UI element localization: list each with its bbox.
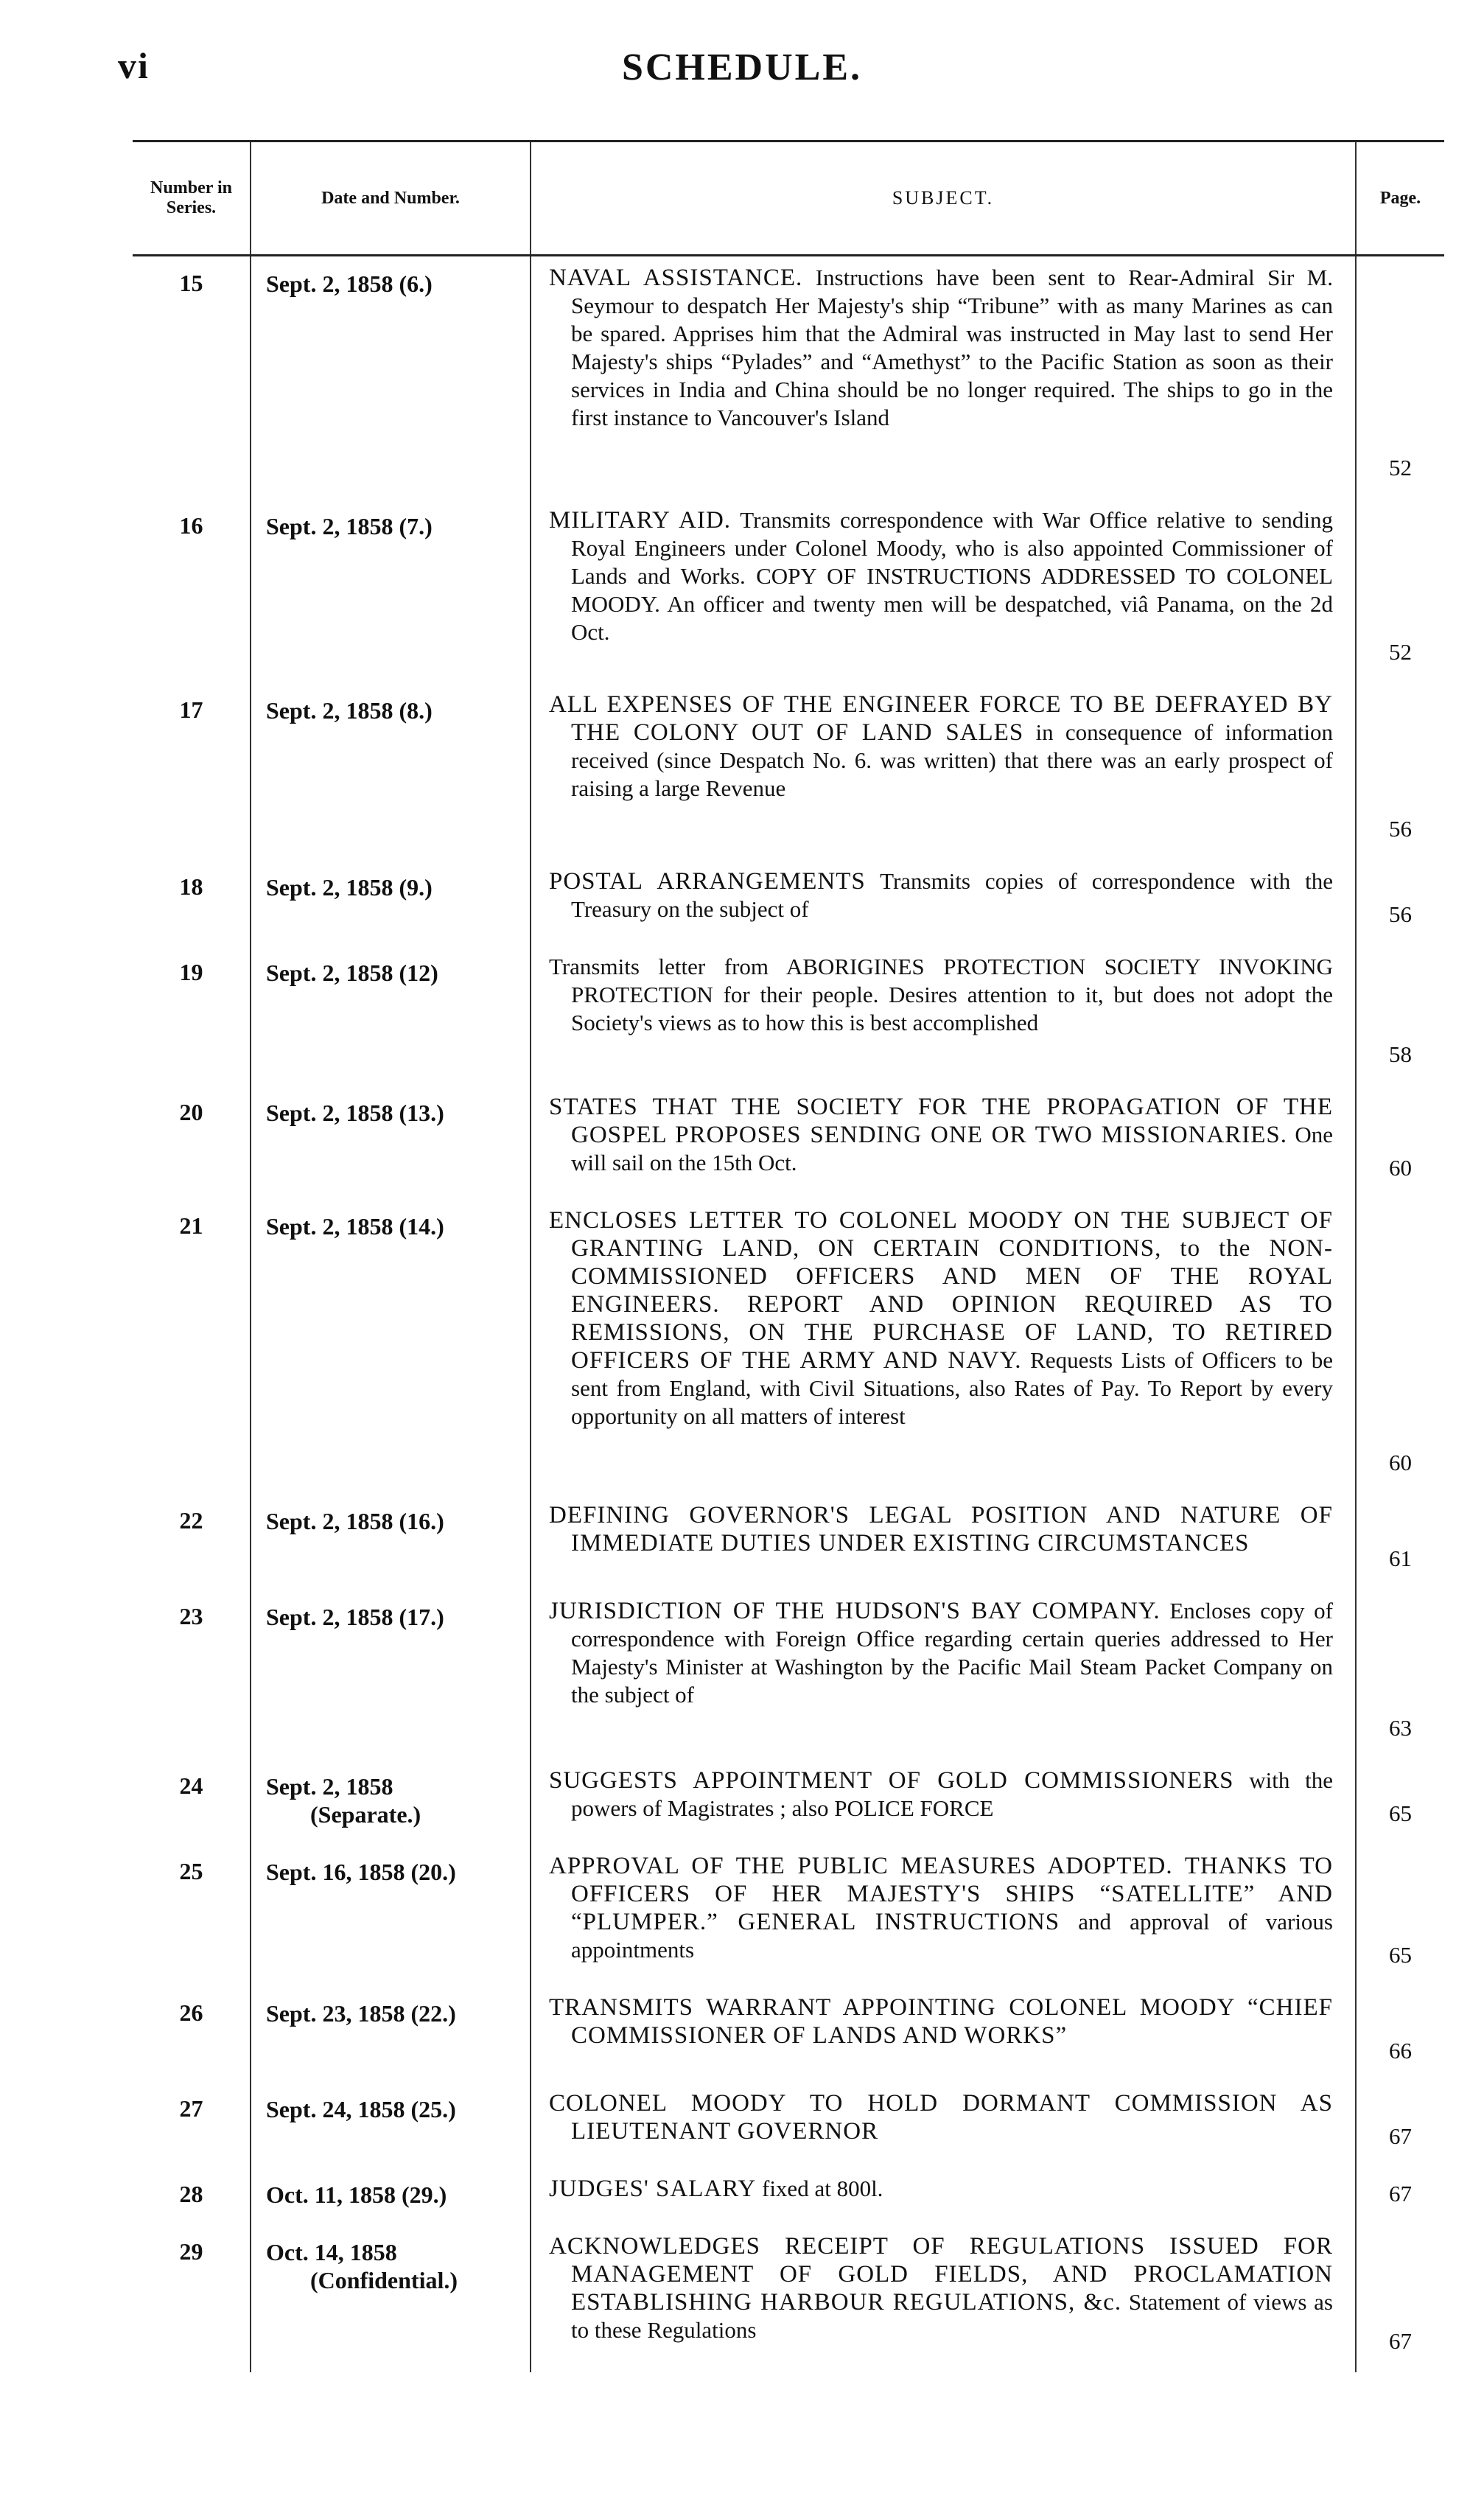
table-row xyxy=(133,683,1444,860)
table-row xyxy=(133,1199,1444,1494)
row-subject-text: Encloses copy of correspondence with Foreign Office regarding certain queries addressed to Her Majesty's Minister at Washington by the Pacific Mail Steam Packet Company on the subject of xyxy=(571,1597,1334,1708)
row-number: 18 xyxy=(179,873,203,900)
row-date-text: Sept. 2, 1858 xyxy=(266,1772,393,1800)
row-date-text: Sept. 16, 1858 (20.) xyxy=(266,1858,456,1885)
row-subject-caps: NAVAL ASSISTANCE. xyxy=(549,265,803,291)
row-date-text: Sept. 23, 1858 (22.) xyxy=(266,1999,456,2027)
table-row xyxy=(133,499,1444,683)
row-date xyxy=(251,860,531,946)
table-row xyxy=(133,2167,1444,2225)
row-date xyxy=(251,256,531,499)
row-page: 65 xyxy=(1356,1759,1444,1845)
row-subject xyxy=(531,1845,1356,1986)
row-date-note: (Separate.) xyxy=(310,1800,421,1828)
row-date xyxy=(251,1494,531,1590)
table-row xyxy=(133,256,1444,499)
row-number: 25 xyxy=(179,1857,203,1884)
row-page: 58 xyxy=(1356,946,1444,1086)
row-subject-caps: MILITARY AID. xyxy=(549,506,732,534)
row-page: 56 xyxy=(1356,683,1444,860)
row-subject-caps: JUDGES' SALARY xyxy=(549,2175,757,2202)
row-subject-text: Statement of views as to these Regulations xyxy=(571,2288,1333,2343)
row-subject-text: fixed at 800l. xyxy=(762,2175,883,2201)
row-page: 60 xyxy=(1356,1199,1444,1494)
table-row xyxy=(133,2225,1444,2372)
header-page: Page. xyxy=(1356,141,1444,256)
row-subject-caps: APPROVAL OF THE PUBLIC MEASURES ADOPTED. THANKS TO OFFICERS OF HER MAJESTY'S SHIPS “SATELLITE” AND “PLUMPER.” GENERAL INSTRUCTIONS xyxy=(549,1852,1333,1935)
header-number: Number in Series. xyxy=(133,141,251,256)
row-number: 29 xyxy=(179,2237,203,2265)
row-page: 56 xyxy=(1356,860,1444,946)
row-subject-caps: ENCLOSES LETTER TO COLONEL MOODY ON THE SUBJECT OF GRANTING LAND, ON CERTAIN CONDITIONS, to the NON-COMMISSIONED OFFICERS AND MEN OF THE ROYAL ENGINEERS. REPORT AND OPINION REQUIRED AS TO REMISSIONS, ON THE PURCHASE OF LAND, TO RETIRED OFFICERS OF THE ARMY AND NAVY. xyxy=(549,1206,1333,1374)
row-date xyxy=(251,683,531,860)
row-subject xyxy=(531,499,1356,683)
row-subject-text: Transmits correspondence with War Office relative to sending Royal Engineers under Colonel Moody, who is also appointed Commissioner of Lands and Works. COPY OF INSTRUCTIONS ADDRESSED TO COLONEL MOODY. An officer and twenty men will be despatched, viâ Panama, on the 2d Oct. xyxy=(571,506,1333,645)
row-number: 26 xyxy=(179,1999,203,2026)
row-date-text: Sept. 2, 1858 (7.) xyxy=(266,512,433,539)
row-page: 63 xyxy=(1356,1590,1444,1759)
row-subject-caps: ACKNOWLEDGES RECEIPT OF REGULATIONS ISSUED FOR MANAGEMENT OF GOLD FIELDS, AND PROCLAMATION ESTABLISHING HARBOUR REGULATIONS, &c. xyxy=(549,2232,1333,2316)
row-date xyxy=(251,1845,531,1986)
row-subject-text: Transmits copies of correspondence with the Treasury on the subject of xyxy=(571,867,1333,922)
header-subject: SUBJECT. xyxy=(531,141,1356,256)
row-subject xyxy=(531,2167,1356,2225)
row-date-text: Sept. 2, 1858 (12) xyxy=(266,959,438,986)
row-date xyxy=(251,1759,531,1845)
row-number: 23 xyxy=(179,1602,203,1629)
row-subject xyxy=(531,1086,1356,1199)
row-subject-text: with the powers of Magistrates ; also POLICE FORCE xyxy=(571,1767,1333,1821)
row-subject xyxy=(531,683,1356,860)
row-number: 22 xyxy=(179,1506,203,1534)
row-date-text: Sept. 2, 1858 (14.) xyxy=(266,1212,444,1240)
table-row xyxy=(133,2082,1444,2167)
row-date xyxy=(251,2225,531,2372)
row-date xyxy=(251,499,531,683)
row-subject xyxy=(531,1199,1356,1494)
page-number: vi xyxy=(118,45,150,86)
row-subject xyxy=(531,1590,1356,1759)
row-number: 16 xyxy=(179,511,203,539)
table-row xyxy=(133,860,1444,946)
row-subject-text: and approval of various appointments xyxy=(571,1908,1333,1963)
page-title: SCHEDULE. xyxy=(621,46,863,88)
row-subject xyxy=(531,1759,1356,1845)
row-subject-caps: JURISDICTION OF THE HUDSON'S BAY COMPANY. xyxy=(549,1597,1161,1624)
row-subject-text: Requests Lists of Officers to be sent from England, with Civil Situations, also Rates of Pay. To Report by every opportunity on all matters of interest xyxy=(571,1346,1333,1429)
row-date-text: Sept. 2, 1858 (17.) xyxy=(266,1603,444,1630)
table-row xyxy=(133,1845,1444,1986)
row-subject-caps: POSTAL ARRANGEMENTS xyxy=(549,867,866,895)
row-subject xyxy=(531,1494,1356,1590)
row-subject xyxy=(531,2082,1356,2167)
row-page: 67 xyxy=(1356,2225,1444,2372)
row-subject-caps: TRANSMITS WARRANT APPOINTING COLONEL MOODY “CHIEF COMMISSIONER OF LANDS AND WORKS” xyxy=(549,1993,1333,2049)
row-date xyxy=(251,1986,531,2082)
row-subject xyxy=(531,2225,1356,2372)
row-subject-caps: DEFINING GOVERNOR'S LEGAL POSITION AND NATURE OF IMMEDIATE DUTIES UNDER EXISTING CIRCUMSTANCES xyxy=(549,1501,1333,1556)
row-number: 19 xyxy=(179,958,203,985)
row-number: 21 xyxy=(179,1212,203,1239)
row-subject-caps: COLONEL MOODY TO HOLD DORMANT COMMISSION AS LIEUTENANT GOVERNOR xyxy=(549,2089,1333,2145)
table-row xyxy=(133,1086,1444,1199)
row-number: 20 xyxy=(179,1098,203,1125)
row-date xyxy=(251,1199,531,1494)
row-number: 24 xyxy=(179,1772,203,1799)
row-page: 67 xyxy=(1356,2167,1444,2225)
table-row xyxy=(133,1494,1444,1590)
row-date-text: Sept. 2, 1858 (8.) xyxy=(266,696,433,724)
row-page: 67 xyxy=(1356,2082,1444,2167)
row-number: 27 xyxy=(179,2094,203,2122)
row-page: 61 xyxy=(1356,1494,1444,1590)
row-date xyxy=(251,2082,531,2167)
table-row xyxy=(133,946,1444,1086)
row-number: 15 xyxy=(179,270,203,296)
row-date-text: Sept. 2, 1858 (6.) xyxy=(266,270,433,297)
row-date-note: (Confidential.) xyxy=(310,2266,458,2293)
row-date-text: Sept. 2, 1858 (13.) xyxy=(266,1099,444,1126)
row-subject xyxy=(531,860,1356,946)
row-subject-caps: ALL EXPENSES OF THE ENGINEER FORCE TO BE DEFRAYED BY THE COLONY OUT OF LAND SALES xyxy=(549,691,1333,746)
row-subject xyxy=(531,1986,1356,2082)
header-date: Date and Number. xyxy=(251,141,531,256)
row-date-text: Sept. 2, 1858 (9.) xyxy=(266,873,433,901)
row-date xyxy=(251,2167,531,2225)
table-row xyxy=(133,1986,1444,2082)
schedule-table xyxy=(133,140,1444,2372)
row-subject-caps: STATES THAT THE SOCIETY FOR THE PROPAGATION OF THE GOSPEL PROPOSES SENDING ONE OR TWO MISSIONARIES. xyxy=(549,1093,1333,1148)
row-subject xyxy=(531,946,1356,1086)
row-number: 17 xyxy=(179,696,203,723)
row-page: 65 xyxy=(1356,1845,1444,1986)
row-date xyxy=(251,1590,531,1759)
table-row xyxy=(133,1590,1444,1759)
row-number: 28 xyxy=(179,2180,203,2207)
row-page: 52 xyxy=(1356,256,1444,499)
row-date-text: Sept. 2, 1858 (16.) xyxy=(266,1507,444,1534)
row-subject-text: Instructions have been sent to Rear-Admiral Sir M. Seymour to despatch Her Majesty's ship “Tribune” with as many Marines as can be spared. Apprises him that the Admiral was instructed in May last to send Her Majesty's ships “Pylades” and “Amethyst” to the Pacific Station as soon as their services in India and China should be no longer required. The ships to go in the first instance to Vancouver's Island xyxy=(571,265,1333,430)
row-page: 60 xyxy=(1356,1086,1444,1199)
row-date xyxy=(251,946,531,1086)
row-subject-text: in consequence of information received (since Despatch No. 6. was written) that there was an early prospect of raising a large Revenue xyxy=(571,719,1334,801)
row-date-text: Oct. 14, 1858 xyxy=(266,2238,397,2265)
row-page: 52 xyxy=(1356,499,1444,683)
table-header-row xyxy=(133,141,1444,256)
table-row xyxy=(133,1759,1444,1845)
row-subject-caps: SUGGESTS APPOINTMENT OF GOLD COMMISSIONERS xyxy=(549,1767,1234,1794)
row-date-text: Oct. 11, 1858 (29.) xyxy=(266,2181,447,2208)
row-subject-text: Transmits letter from ABORIGINES PROTECTION SOCIETY INVOKING PROTECTION for their people. Desires attention to it, but does not adopt the Society's views as to how this is best accomplished xyxy=(549,953,1333,1035)
row-subject-text: One will sail on the 15th Oct. xyxy=(571,1121,1334,1175)
row-date-text: Sept. 24, 1858 (25.) xyxy=(266,2095,456,2122)
row-date xyxy=(251,1086,531,1199)
row-page: 66 xyxy=(1356,1986,1444,2082)
row-subject xyxy=(531,256,1356,499)
